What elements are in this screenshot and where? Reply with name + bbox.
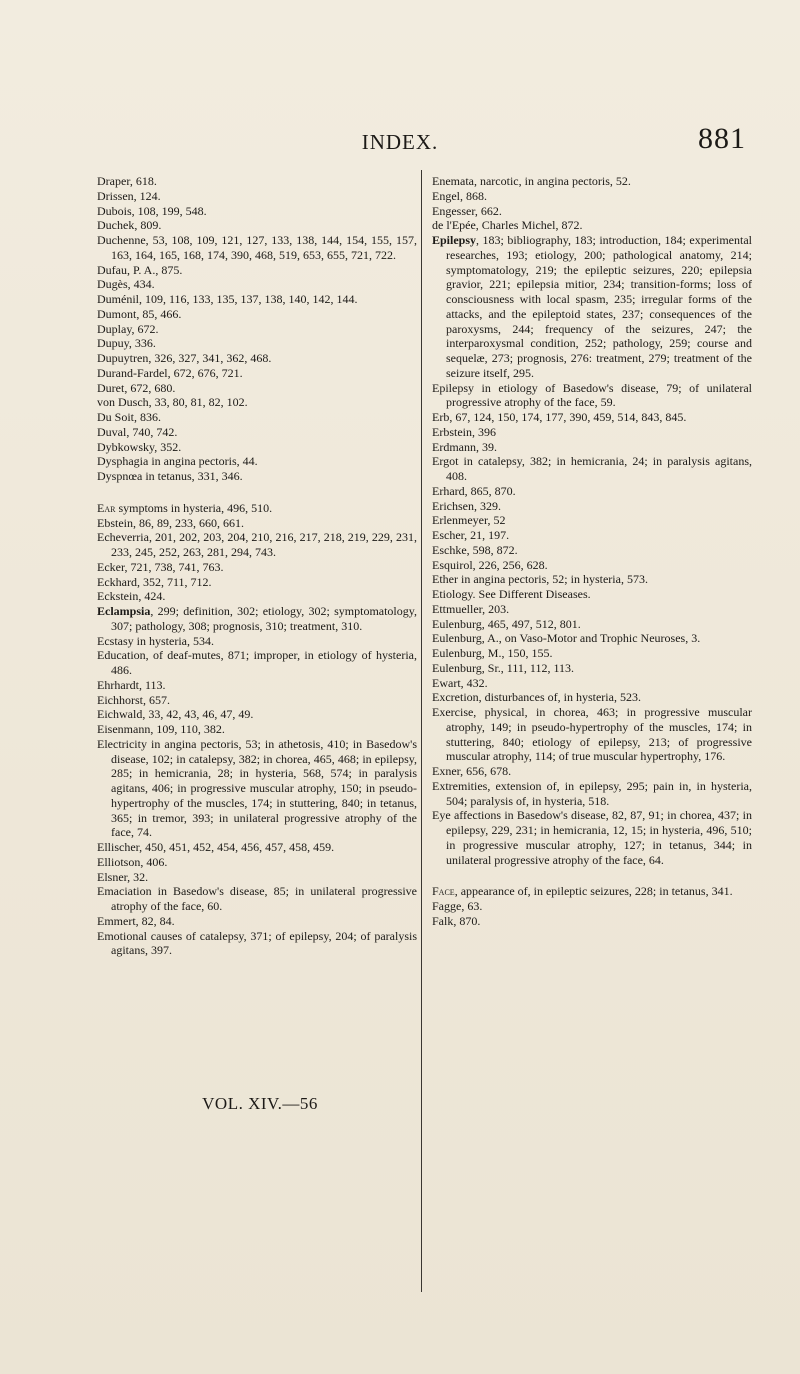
entry-text: , 299; definition, 302; etiology, 302; symptomatology, 307; pathology, 308; prognosis, 310; treatment, 310. <box>111 604 417 633</box>
entry-heading: Epilepsy <box>432 233 477 247</box>
entry-text: Erhard, 865, 870. <box>432 483 516 498</box>
index-entry <box>97 425 417 440</box>
entry-text: Erdmann, 39. <box>432 439 497 454</box>
entry-text: Excretion, disturbances of, in hysteria, 523. <box>432 690 641 705</box>
index-entry <box>432 558 752 573</box>
index-entry <box>432 528 752 543</box>
volume-signature: VOL. XIV.—56 <box>202 1094 318 1113</box>
index-entry <box>97 174 417 189</box>
entry-text: Duchenne, 53, 108, 109, 121, 127, 133, 138, 144, 154, 155, 157, 163, 164, 165, 168, 174, 390, 468, 519, 653, 655, 721, 722. <box>97 233 417 262</box>
entry-text: , 183; bibliography, 183; introduction, 184; experimental researches, 193; etiology, 200; pathological anatomy, 214; symptomatology, 219; the epileptic seizures, 220; epilepsia gravior, 221; epilepsia mitior, 234; transition-forms; loss of consciousness with local spasm, 235; irregular forms of the attacks, and the epileptoid states, 237; consequences of the paroxysms, 244; frequency of the seizures, 247; the interparoxysmal condition, 252; pathology, 259; course and sequelæ, 273; prognosis, 276: treatment, 279; treatment of the seizure itself, 295. <box>446 233 752 380</box>
entry-text: Ellischer, 450, 451, 452, 454, 456, 457, 458, 459. <box>97 840 335 854</box>
entry-text: Duplay, 672. <box>97 321 159 336</box>
entry-text: Eschke, 598, 872. <box>432 542 518 557</box>
index-entry <box>97 336 417 351</box>
entry-text: Ebstein, 86, 89, 233, 660, 661. <box>97 515 244 530</box>
index-entry <box>97 381 417 396</box>
entry-text: Echeverria, 201, 202, 203, 204, 210, 216, 217, 218, 219, 229, 231, 233, 245, 252, 263, 281, 294, 743. <box>97 530 417 559</box>
index-entry <box>432 884 752 899</box>
index-entry <box>97 678 417 693</box>
index-entry <box>97 516 417 531</box>
entry-text: Eckhard, 352, 711, 712. <box>97 574 212 589</box>
entry-text: Drissen, 124. <box>97 188 161 203</box>
entry-text: Falk, 870. <box>432 913 481 928</box>
entry-text: Ecker, 721, 738, 741, 763. <box>97 559 224 574</box>
index-entry <box>432 454 752 484</box>
index-entry <box>97 870 417 885</box>
index-entry <box>432 690 752 705</box>
page-number: 881 <box>698 122 746 155</box>
entry-text: Engel, 868. <box>432 188 487 203</box>
index-entry <box>97 501 417 516</box>
entry-text: Education, of deaf-mutes, 871; improper, in etiology of hysteria, 486. <box>97 648 417 677</box>
entry-text: , appearance of, in epileptic seizures, 228; in tetanus, 341. <box>454 884 733 899</box>
entry-text: von Dusch, 33, 80, 81, 82, 102. <box>97 395 248 410</box>
index-entry <box>432 189 752 204</box>
index-entry <box>97 351 417 366</box>
index-entry <box>97 410 417 425</box>
entry-text: de l'Epée, Charles Michel, 872. <box>432 218 583 233</box>
index-entry <box>432 764 752 779</box>
entry-text: Dugès, 434. <box>97 277 155 292</box>
entry-text: Ergot in catalepsy, 382; in hemicrania, 24; in paralysis agitans, 408. <box>432 454 752 483</box>
index-entry <box>97 693 417 708</box>
entry-text: Etiology. See Different Diseases. <box>432 587 591 601</box>
index-entry <box>432 914 752 929</box>
entry-text: Exner, 656, 678. <box>432 764 512 778</box>
entry-text: Eckstein, 424. <box>97 589 166 604</box>
entry-text: Dybkowsky, 352. <box>97 439 182 454</box>
entry-text: Engesser, 662. <box>432 203 502 218</box>
index-entry <box>432 174 752 189</box>
index-entry <box>97 530 417 560</box>
index-entry <box>432 381 752 411</box>
entry-text: Emaciation in Basedow's disease, 85; in unilateral progressive atrophy of the face, 60. <box>97 884 417 913</box>
index-entry <box>97 233 417 263</box>
entry-text: Escher, 21, 197. <box>432 528 510 542</box>
entry-text: Eichhorst, 657. <box>97 692 170 707</box>
entry-text: Ecstasy in hysteria, 534. <box>97 633 214 648</box>
entry-text: Dupuy, 336. <box>97 336 156 351</box>
index-entry <box>97 366 417 381</box>
entry-text: Duval, 740, 742. <box>97 424 178 439</box>
index-entry <box>432 661 752 676</box>
entry-text: Eye affections in Basedow's disease, 82, 87, 91; in chorea, 437; in epilepsy, 229, 231; in hemicrania, 12, 15; in hysteria, 496, 510; in progressive muscular atrophy, 127; in tetanus, 344; in unilateral progressive atrophy of the face, 64. <box>432 808 752 867</box>
left-column <box>97 174 417 958</box>
entry-text: Erlenmeyer, 52 <box>432 513 506 528</box>
entry-text: Duménil, 109, 116, 133, 135, 137, 138, 140, 142, 144. <box>97 292 358 306</box>
entry-text: Emmert, 82, 84. <box>97 913 175 928</box>
entry-text: Esquirol, 226, 256, 628. <box>432 557 548 572</box>
index-entry <box>432 676 752 691</box>
entry-text: Eulenburg, A., on Vaso-Motor and Trophic Neuroses, 3. <box>432 631 701 646</box>
entry-heading: Eclampsia <box>97 604 151 618</box>
entry-text: Eisenmann, 109, 110, 382. <box>97 722 225 736</box>
entry-text: Extremities, extension of, in epilepsy, 295; pain in, in hysteria, 504; paralysis of, in hysteria, 518. <box>432 778 752 808</box>
entry-text: Emotional causes of catalepsy, 371; of epilepsy, 204; of paralysis agitans, 397. <box>97 928 417 958</box>
entry-text: Erb, 67, 124, 150, 174, 177, 390, 459, 514, 843, 845. <box>432 410 687 424</box>
index-entry <box>432 218 752 233</box>
entry-text: symptoms in hysteria, 496, 510. <box>115 500 273 515</box>
index-entry <box>432 808 752 867</box>
index-entry <box>97 929 417 959</box>
index-entry <box>432 602 752 617</box>
entry-heading: Ear <box>97 500 116 515</box>
entry-text: Eulenburg, M., 150, 155. <box>432 646 553 660</box>
entry-text: Enemata, narcotic, in angina pectoris, 52. <box>432 174 631 188</box>
index-entry <box>97 914 417 929</box>
index-entry <box>97 589 417 604</box>
entry-text: Elliotson, 406. <box>97 854 168 869</box>
index-entry <box>97 218 417 233</box>
index-entry <box>97 737 417 840</box>
index-entry <box>97 322 417 337</box>
index-entry <box>432 779 752 809</box>
entry-text: Draper, 618. <box>97 174 157 188</box>
index-entry <box>432 425 752 440</box>
entry-text: Erichsen, 329. <box>432 498 501 513</box>
running-title: INDEX. <box>361 130 439 154</box>
index-entry <box>97 469 417 484</box>
entry-text: Dumont, 85, 466. <box>97 306 182 321</box>
entry-text: Epilepsy in etiology of Basedow's disease, 79; of unilateral progressive atrophy of the face, 59. <box>432 380 752 410</box>
index-entry <box>97 560 417 575</box>
entry-text: Dubois, 108, 199, 548. <box>97 203 207 218</box>
entry-text: Elsner, 32. <box>97 869 149 884</box>
index-entry <box>432 631 752 646</box>
index-entry <box>432 204 752 219</box>
index-entry <box>97 292 417 307</box>
column-divider <box>421 170 422 1292</box>
index-entry <box>97 884 417 914</box>
index-entry <box>97 855 417 870</box>
entry-text: Erbstein, 396 <box>432 424 496 439</box>
index-entry <box>432 410 752 425</box>
index-entry <box>97 277 417 292</box>
entry-text: Eulenburg, 465, 497, 512, 801. <box>432 616 581 631</box>
index-entry <box>432 484 752 499</box>
entry-text: Exercise, physical, in chorea, 463; in progressive muscular atrophy, 149; in pseudo-hypertrophy of the muscles, 174; in stuttering, 840; etiology of epilepsy, 213; of progressive muscular atrophy, 114; of true muscular hypertrophy, 176. <box>432 705 752 764</box>
index-entry <box>432 617 752 632</box>
index-entry <box>432 440 752 455</box>
section-gap <box>97 484 417 501</box>
entry-text: Ehrhardt, 113. <box>97 677 166 692</box>
index-entry <box>432 543 752 558</box>
index-entry <box>97 840 417 855</box>
entry-text: Dysphagia in angina pectoris, 44. <box>97 454 258 469</box>
index-entry <box>97 307 417 322</box>
entry-text: Eulenburg, Sr., 111, 112, 113. <box>432 660 574 675</box>
index-entry <box>432 233 752 381</box>
index-entry <box>432 646 752 661</box>
index-entry <box>97 395 417 410</box>
index-entry <box>432 705 752 764</box>
index-entry <box>97 575 417 590</box>
entry-text: Ewart, 432. <box>432 675 488 690</box>
index-entry <box>97 634 417 649</box>
entry-text: Du Soit, 836. <box>97 410 162 424</box>
section-gap <box>432 867 752 884</box>
entry-text: Ether in angina pectoris, 52; in hysteria, 573. <box>432 572 648 587</box>
entry-text: Duchek, 809. <box>97 218 162 233</box>
index-entry <box>432 899 752 914</box>
page-header <box>0 122 800 164</box>
right-column <box>432 174 752 929</box>
entry-text: Electricity in angina pectoris, 53; in athetosis, 410; in Basedow's disease, 102; in catalepsy, 382; in chorea, 465, 468; in epilepsy, 285; in hemicrania, 28; in hysteria, 568, 574; in paralysis agitans, 406; in progressive muscular atrophy, 150; in pseudo-hypertrophy of the muscles, 174; in stuttering, 840; in tetanus, 365; in tremor, 393; in unilateral progressive atrophy of the face, 74. <box>97 736 417 840</box>
entry-heading: Face <box>432 884 455 899</box>
index-entry <box>97 648 417 678</box>
index-entry <box>432 572 752 587</box>
entry-text: Eichwald, 33, 42, 43, 46, 47, 49. <box>97 707 254 722</box>
index-entry <box>97 204 417 219</box>
entry-text: Ettmueller, 203. <box>432 601 510 616</box>
index-entry <box>97 707 417 722</box>
entry-text: Dupuytren, 326, 327, 341, 362, 468. <box>97 351 272 365</box>
index-entry <box>97 440 417 455</box>
entry-text: Dufau, P. A., 875. <box>97 262 183 277</box>
index-entry <box>432 587 752 602</box>
index-entry <box>97 263 417 278</box>
index-entry <box>97 189 417 204</box>
index-entry <box>97 722 417 737</box>
index-entry <box>432 499 752 514</box>
entry-text: Fagge, 63. <box>432 899 483 913</box>
entry-text: Dyspnœa in tetanus, 331, 346. <box>97 469 243 483</box>
index-entry <box>97 454 417 469</box>
entry-text: Duret, 672, 680. <box>97 380 176 395</box>
entry-text: Durand-Fardel, 672, 676, 721. <box>97 365 243 380</box>
index-entry <box>97 604 417 634</box>
index-entry <box>432 513 752 528</box>
